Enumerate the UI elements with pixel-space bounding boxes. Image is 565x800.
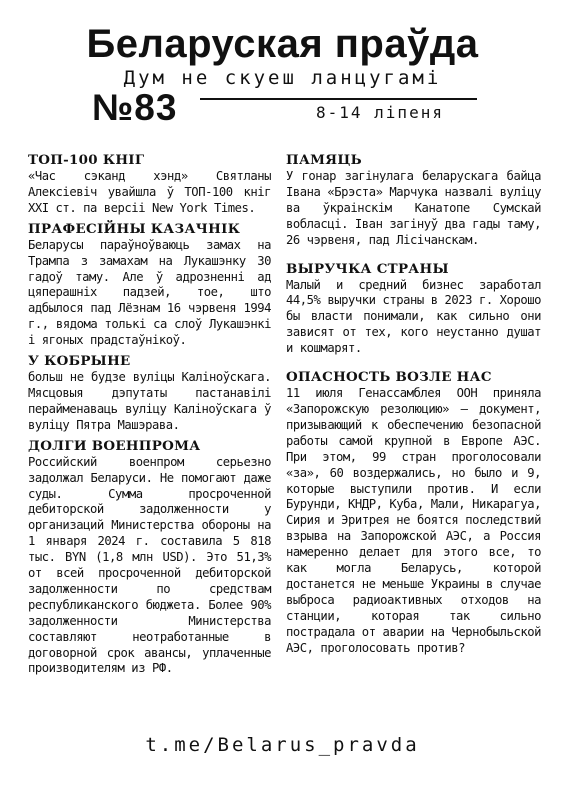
right-column — [286, 152, 541, 658]
article-text: У гонар загінулага беларускага байца Івана «Брэста» Марчука назвалі вуліцу ва ўкраінскім Канатопе Сумскай вобласці. Іван загінуў два гады таму, 26 чэрвеня, пад Лісічанскам. — [286, 169, 541, 247]
article-heading: У КОБРЫНЕ — [28, 353, 131, 370]
article-heading: ДОЛГИ ВОЕНПРОМА — [28, 437, 201, 454]
issue-dates: 8-14 ліпеня — [316, 103, 444, 122]
article-text: Беларусы параўноўваюць замах на Трампа з замахам на Лукашэнку 30 гадоў таму. Але ў адрозненні ад цяперашніх падзей, тое, што адбылося пад Лёзнам 16 чэрвеня 1994 г., вядома толькі са слоў Лукашэнкі і ягоных прадстаўнікоў. — [28, 237, 271, 348]
article-text: Российский военпром серьезно задолжал Беларуси. Не помогают даже суды. Сумма просроченной дебиторской задолженности у организаций Министерства обороны на 1 января 2024 г. составила 5 818 тыс. BYN (1,8 млн USD). Это 51,3% от всей просроченной дебиторской задолженности по средствам республиканского бюджета. Более 90% задолженности Министерства составляют неотработанные в договорной срок авансы, уплаченные производителям из РФ. — [28, 454, 271, 676]
left-column — [28, 152, 271, 679]
article-heading: ВЫРУЧКА СТРАНЫ — [286, 260, 449, 277]
telegram-link[interactable]: t.me/Belarus_pravda — [145, 734, 420, 756]
slogan: Дум не скуеш ланцугамі — [123, 67, 442, 89]
newspaper-title: Беларуская праўда — [86, 22, 479, 66]
article-text: больш не будзе вуліцы Каліноўскага. Мясцовыя дэпутаты пастанавілі перайменаваць вуліцу Каліноўскага ў вуліцу Пятра Машэрава. — [28, 370, 271, 432]
article-heading: ПРАФЕСІЙНЫ КАЗАЧНІК — [28, 220, 241, 237]
article-text: «Час сэканд хэнд» Святланы Алексіевіч увайшла ў ТОП-100 кніг XXI ст. па версіі New York Times. — [28, 169, 271, 215]
article-text: Малый и средний бизнес заработал 44,5% выручки страны в 2023 г. Хорошо бы власти понимали, как сильно они зависят от тех, кого неустанно душат и кошмарят. — [286, 277, 541, 356]
article-heading: ПАМЯЦЬ — [286, 152, 362, 168]
issue-number: №83 — [92, 87, 178, 128]
article-heading: ТОП-100 КНІГ — [28, 152, 145, 168]
article-text: 11 июля Генассамблея ООН приняла «Запорожскую резолюцию» – документ, призывающий к обеспечению безопасной работы самой крупной в Европе АЭС. При этом, 99 стран проголосовали «за», 60 воздержались, но было и 9, которые выступили против. И если Бурунди, КНДР, Куба, Мали, Никарагуа, Сирия и Эритрея не боятся последствий взрыва на Запорожской АЭС, а Россия намеренно делает для этого все, то как могла Беларусь, которой достанется не меньше Украины в случае выброса радиоактивных отходов на станции, которая так сильно пострадала от аварии на Чернобыльской АЭС, проголосовать против? — [286, 386, 541, 655]
header-rule — [200, 98, 477, 100]
article-heading: ОПАСНОСТЬ ВОЗЛЕ НАС — [286, 369, 492, 386]
